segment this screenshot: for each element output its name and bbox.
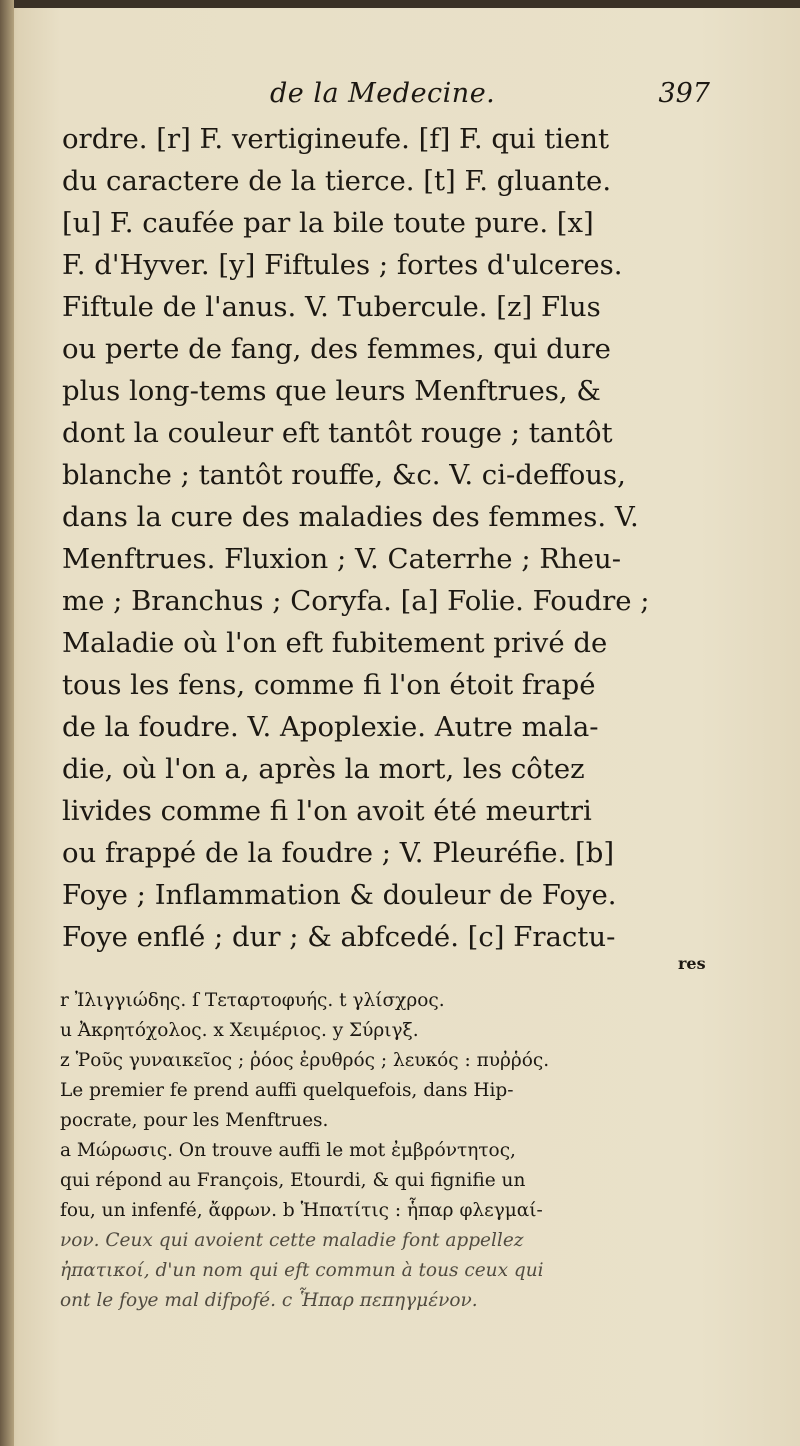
page-number: 397 bbox=[658, 78, 710, 109]
running-title: de la Medecine. bbox=[270, 78, 496, 109]
catchword: res bbox=[678, 954, 706, 973]
text-line: blanche ; tantôt rouffe, &c. V. ci-deffous, bbox=[62, 459, 626, 491]
text-line: Foye enflé ; dur ; & abfcedé. [c] Fractu- bbox=[62, 921, 616, 953]
note-line: νον. Ceux qui avoient cette maladie font appellez bbox=[60, 1230, 524, 1251]
text-line: die, où l'on a, après la mort, les côtez bbox=[62, 753, 585, 785]
text-line: ou frappé de la foudre ; V. Pleuréfie. [b] bbox=[62, 837, 615, 869]
book-spine-shadow bbox=[0, 0, 14, 1446]
page-top-edge bbox=[0, 0, 800, 8]
text-line: ou perte de fang, des femmes, qui dure bbox=[62, 333, 611, 365]
note-line: Le premier fe prend auffi quelquefois, dans Hip- bbox=[60, 1080, 514, 1101]
page-header bbox=[270, 78, 720, 118]
main-text-block bbox=[62, 118, 722, 958]
note-line: pocrate, pour les Menftrues. bbox=[60, 1110, 329, 1131]
text-line: de la foudre. V. Apoplexie. Autre mala- bbox=[62, 711, 599, 743]
note-line: u Ἀκρητόχολος. x Χειμέριος. y Σύριγξ. bbox=[60, 1020, 419, 1041]
text-line: [u] F. caufée par la bile toute pure. [x] bbox=[62, 207, 594, 239]
note-line: qui répond au François, Etourdi, & qui fignifie un bbox=[60, 1170, 526, 1191]
text-line: F. d'Hyver. [y] Fiftules ; fortes d'ulceres. bbox=[62, 249, 623, 281]
note-line: ἠπατικοί, d'un nom qui eft commun à tous ceux qui bbox=[60, 1260, 544, 1281]
note-line: ont le foye mal difpofé. c Ἧπαρ πεπηγμένον. bbox=[60, 1290, 478, 1311]
text-line: me ; Branchus ; Coryfa. [a] Folie. Foudre ; bbox=[62, 585, 650, 617]
marginal-notes bbox=[60, 986, 725, 1316]
text-line: livides comme fi l'on avoit été meurtri bbox=[62, 795, 592, 827]
text-line: du caractere de la tierce. [t] F. gluante. bbox=[62, 165, 612, 197]
text-line: dont la couleur eft tantôt rouge ; tantôt bbox=[62, 417, 613, 449]
text-line: tous les fens, comme fi l'on étoit frapé bbox=[62, 669, 596, 701]
note-line: a Μώρωσις. On trouve auffi le mot ἐμβρόντητος, bbox=[60, 1140, 516, 1161]
note-line: z Ῥοῦς γυναικεῖος ; ῥόος ἐρυθρός ; λευκός : πυῤῥός. bbox=[60, 1050, 550, 1071]
text-line: Foye ; Inflammation & douleur de Foye. bbox=[62, 879, 617, 911]
text-line: ordre. [r] F. vertigineufe. [f] F. qui tient bbox=[62, 123, 610, 155]
note-line: r Ἰλιγγιώδης. ſ Τεταρτοφυής. t γλίσχρος. bbox=[60, 990, 445, 1011]
text-line: Menftrues. Fluxion ; V. Caterrhe ; Rheu- bbox=[62, 543, 622, 575]
text-line: Fiftule de l'anus. V. Tubercule. [z] Flus bbox=[62, 291, 601, 323]
text-line: dans la cure des maladies des femmes. V. bbox=[62, 501, 639, 533]
text-line: plus long-tems que leurs Menftrues, & bbox=[62, 375, 601, 407]
note-line: fou, un infenfé, ἄφρων. b Ἡπατίτις : ἧπαρ φλεγμαί- bbox=[60, 1200, 543, 1221]
text-line: Maladie où l'on eft fubitement privé de bbox=[62, 627, 608, 659]
